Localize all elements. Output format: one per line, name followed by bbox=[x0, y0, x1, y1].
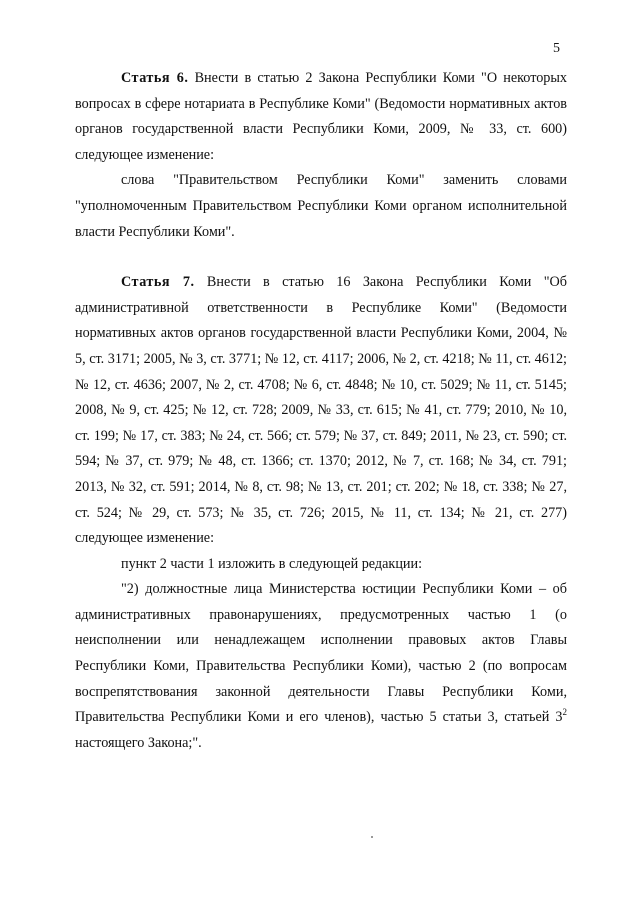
article-7-intro-paragraph bbox=[75, 270, 567, 552]
page-number: 5 bbox=[553, 41, 560, 56]
article-6 bbox=[75, 66, 567, 245]
article-7-intro-text: Внести в статью 16 Закона Республики Коми "Об административной ответственности в Республике Коми" (Ведомости нормативных актов органов государственной власти Республики Коми, 2004, № 5, ст. 3171; 2005, № 3, ст. 3771; № 12, ст. 4117; 2006, № 2, ст. 4218; № 11, ст. 4612; № 12, ст. 4636; 2007, № 2, ст. 4708; № 6, ст. 4848; № 10, ст. 5029; № 11, ст. 5145; 2008, № 9, ст. 425; № 12, ст. 728; 2009, № 33, ст. 615; № 41, ст. 779; 2010, № 10, ст. 199; № 17, ст. 383; № 24, ст. 566; ст. 579; № 37, ст. 849; 2011, № 23, ст. 590; ст. 594; № 37, ст. 979; № 48, ст. 1366; ст. 1370; 2012, № 7, ст. 168; № 34, ст. 791; 2013, № 32, ст. 591; 2014, № 8, ст. 98; № 13, ст. 201; ст. 202; № 18, ст. 338; № 27, ст. 524; № 29, ст. 573; № 35, ст. 726; 2015, № 11, ст. 134; № 21, ст. 277) следующее изменение: bbox=[75, 274, 567, 547]
article-7-quote-superscript: 2 bbox=[562, 707, 567, 718]
article-6-title: Статья 6. bbox=[121, 70, 189, 86]
article-7-quote-tail: настоящего Закона;". bbox=[75, 734, 202, 751]
article-6-change-paragraph: слова "Правительством Республики Коми" заменить словами "уполномоченным Правительством Республики Коми органом исполнительной власти Республики Коми". bbox=[75, 172, 567, 240]
article-7-quote-paragraph bbox=[75, 577, 567, 756]
article-7-title: Статья 7. bbox=[121, 274, 195, 291]
article-7-point-paragraph: пункт 2 части 1 изложить в следующей редакции: bbox=[121, 555, 423, 572]
scan-speck bbox=[371, 836, 373, 838]
document-body bbox=[75, 66, 567, 756]
article-6-intro-paragraph bbox=[75, 66, 567, 168]
article-7-quote-main: "2) должностные лица Министерства юстиции Республики Коми – об административных правонарушениях, предусмотренных частью 1 (о неисполнении или ненадлежащем исполнении правовых актов Главы Республики Коми, Правительства Республики Коми), частью 2 (по вопросам воспрепятствования законной деятельности Главы Республики Коми, Правительства Республики Коми и его членов), частью 5 статьи 3, статьей 3 bbox=[75, 581, 567, 726]
article-7 bbox=[75, 270, 567, 756]
article-6-intro-text: Внести в статью 2 Закона Республики Коми "О некоторых вопросах в сфере нотариата в Республике Коми" (Ведомости нормативных актов органов государственной власти Республики Коми, 2009, № 33, ст. 600) следующее изменение: bbox=[75, 70, 568, 163]
article-spacer bbox=[75, 245, 567, 270]
